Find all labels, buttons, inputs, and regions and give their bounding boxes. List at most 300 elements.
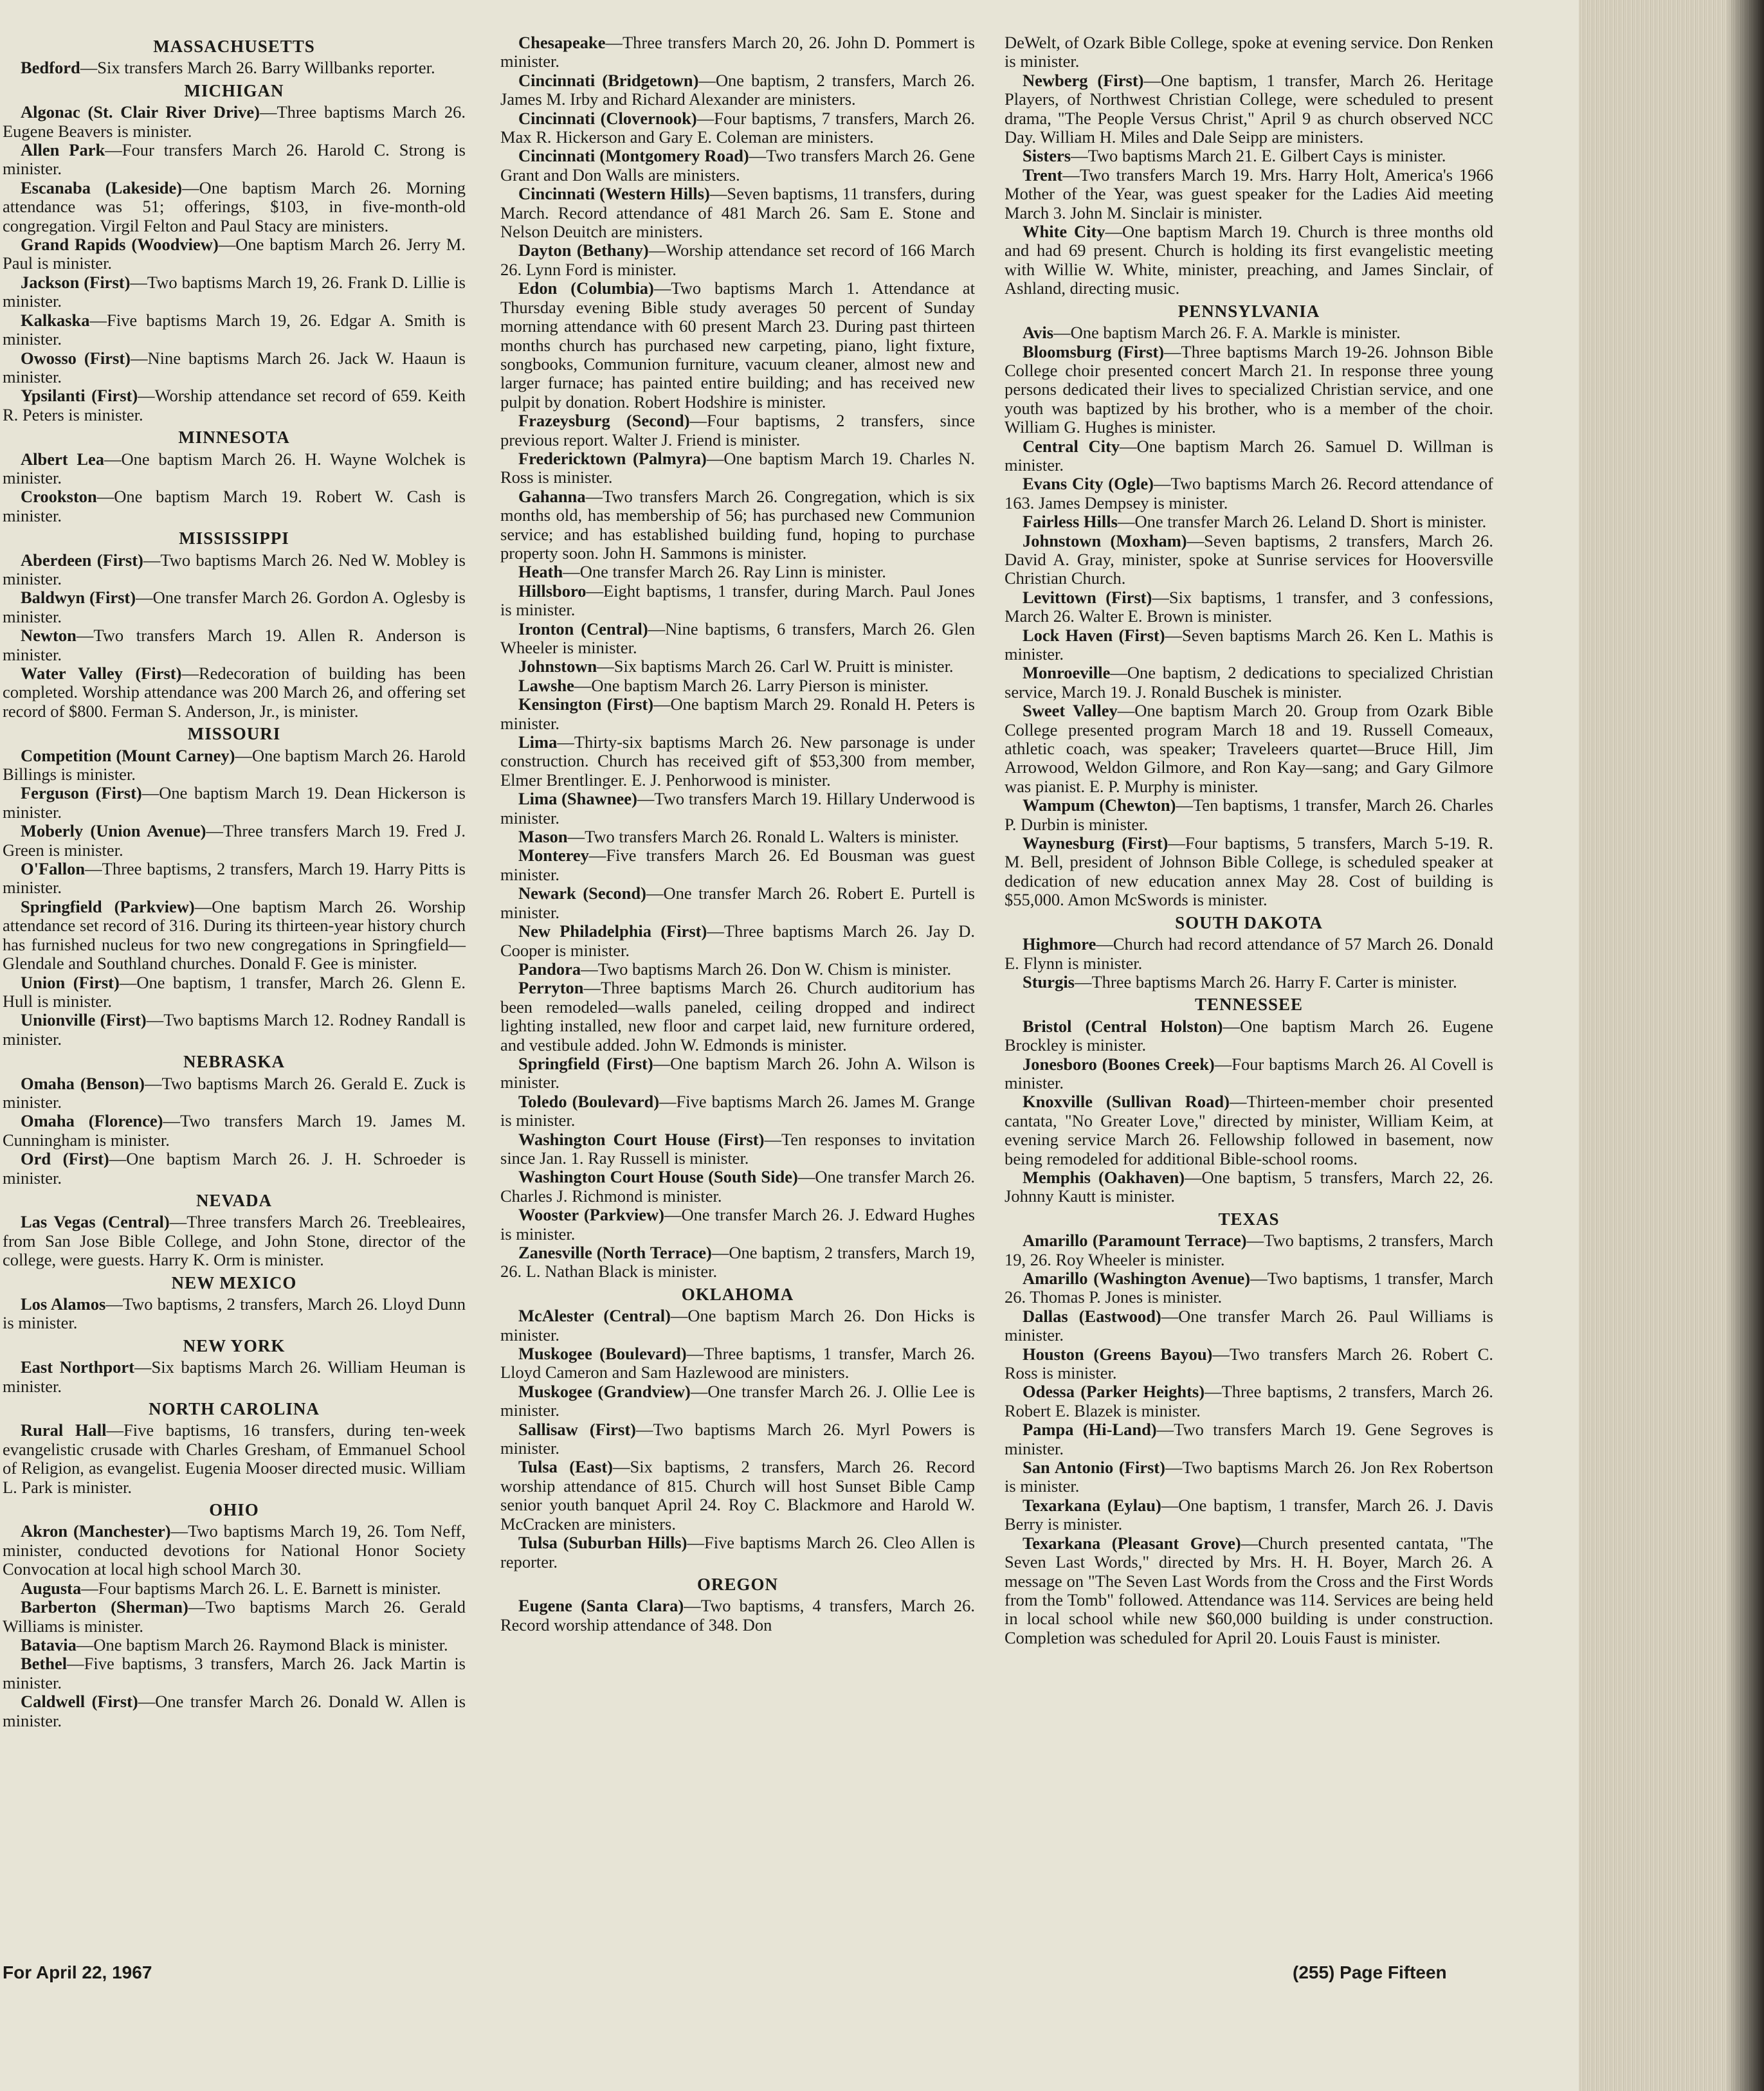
church-report-entry	[1005, 1017, 1493, 1055]
church-name: Levittown (First)	[1023, 587, 1152, 607]
entry-text: Five transfers March 26. Ed Bousman was guest minister.	[500, 846, 975, 884]
entry-dash: —	[1176, 795, 1193, 815]
church-report-entry	[1005, 1269, 1493, 1307]
entry-dash: —	[687, 1533, 704, 1553]
entry-dash: —	[1223, 1016, 1240, 1036]
entry-text: Seven baptisms March 26. Ken L. Mathis is minister.	[1005, 625, 1493, 664]
entry-dash: —	[138, 1692, 156, 1712]
church-name: Edon (Columbia)	[518, 278, 654, 298]
entry-text: One baptism March 26. H. Wayne Wolchek is minister.	[3, 449, 466, 487]
entry-dash: —	[1071, 146, 1088, 166]
church-name: Washington Court House (South Side)	[518, 1167, 798, 1187]
church-name: Los Alamos	[21, 1294, 106, 1314]
entry-dash: —	[1187, 530, 1205, 550]
entry-dash: —	[76, 626, 94, 646]
church-report-entry	[1005, 935, 1493, 973]
church-report-entry	[3, 1112, 466, 1150]
entry-text: Six baptisms, 2 transfers, March 26. Record worship attendance of 815. Church will host Sunset Bible Camp senior youth banquet April 24. Roy C. Blackmore and Harold W. McCracken are ministers.	[500, 1457, 975, 1534]
entry-text: Ten responses to invitation since Jan. 1. Ray Russell is minister.	[500, 1129, 975, 1168]
church-report-entry	[3, 59, 466, 77]
entry-text: Two baptisms March 1. Attendance at Thursday evening Bible study averages 50 percent of Sunday morning attendance with 60 present March 23. During past thirteen months church has purchased new carpeting, piano, light fixture, songbooks, Communion furniture, vacuum cleaner, almost new and larger furnace; has painted entire building; and has received new pulpit by donation. Robert Hodshire is minister.	[500, 278, 976, 412]
church-name: Omaha (Florence)	[21, 1111, 163, 1131]
entry-text: Ten baptisms, 1 transfer, March 26. Charles P. Durbin is minister.	[1005, 795, 1494, 834]
entry-dash: —	[141, 783, 159, 803]
church-report-entry	[500, 1168, 975, 1206]
entry-dash: —	[653, 1053, 671, 1073]
entry-text: Four baptisms March 26. Al Covell is minister.	[1005, 1054, 1494, 1092]
church-report-entry	[1005, 323, 1493, 342]
church-report-entry	[3, 664, 466, 721]
church-report-entry	[500, 828, 975, 846]
church-report-entry	[1005, 702, 1493, 796]
entry-text: Thirteen-member choir presented cantata, "No Greater Love," directed by minister, William Keim, at evening service March 26. Fellowship followed in basement, now being remodeled for additional Bible-school rooms.	[1005, 1092, 1493, 1168]
entry-dash: —	[163, 1111, 180, 1131]
church-name: Algonac (St. Clair River Drive)	[21, 102, 260, 122]
entry-dash: —	[1152, 587, 1169, 607]
entry-dash: —	[169, 1212, 187, 1232]
church-name: Lawshe	[518, 675, 574, 695]
entry-dash: —	[1156, 1420, 1174, 1440]
church-report-entry	[3, 973, 466, 1011]
church-name: Toledo (Boulevard)	[518, 1091, 660, 1111]
church-name: Knoxville (Sullivan Road)	[1023, 1092, 1230, 1112]
entry-dash: —	[235, 745, 252, 765]
church-report-entry	[3, 349, 466, 387]
entry-text: One transfer March 26. J. Ollie Lee is minister.	[500, 1381, 976, 1420]
church-report-entry	[500, 1597, 975, 1634]
entry-text: One transfer March 26. Ray Linn is minister.	[579, 562, 886, 582]
entry-dash: —	[105, 1294, 123, 1314]
church-name: Omaha (Benson)	[21, 1073, 145, 1093]
entry-dash: —	[563, 562, 580, 582]
church-name: Waynesburg (First)	[1023, 833, 1168, 853]
entry-dash: —	[136, 588, 153, 608]
church-report-entry	[1005, 1534, 1493, 1647]
church-name: Newark (Second)	[518, 883, 646, 903]
church-report-entry	[3, 1522, 466, 1579]
church-report-entry	[3, 235, 466, 273]
church-report-entry	[1005, 532, 1493, 588]
entry-dash: —	[1185, 1167, 1202, 1187]
entry-dash: —	[89, 310, 107, 330]
church-report-entry	[500, 1206, 975, 1244]
entry-dash: —	[130, 348, 148, 368]
church-name: Texarkana (Pleasant Grove)	[1023, 1533, 1241, 1553]
entry-dash: —	[749, 146, 767, 166]
church-name: Newberg (First)	[1023, 70, 1144, 90]
entry-dash: —	[706, 448, 724, 468]
entry-dash: —	[648, 619, 666, 638]
entry-text: Two transfers March 19. Hillary Underwood is minister.	[500, 789, 975, 828]
church-name: Washington Court House (First)	[518, 1129, 765, 1149]
entry-text: One baptism March 26. Don Hicks is minister.	[500, 1306, 975, 1344]
church-name: Kensington (First)	[518, 694, 654, 714]
church-report-entry	[1005, 1496, 1493, 1534]
entry-text: Two transfers March 26. Ronald L. Walters is minister.	[585, 827, 959, 847]
entry-text: Three baptisms, 1 transfer, March 26. Lloyd Cameron and Sam Hazlewood are ministers.	[500, 1344, 975, 1382]
church-report-entry	[1005, 475, 1493, 512]
church-report-entry	[1005, 166, 1493, 222]
church-report-entry	[3, 1011, 466, 1049]
entry-dash: —	[134, 1357, 152, 1377]
state-heading: OHIO	[209, 1500, 259, 1520]
church-name: San Antonio (First)	[1023, 1458, 1165, 1478]
entry-text: Two transfers March 26. Robert C. Ross is minister.	[1005, 1344, 1493, 1383]
entry-text: One baptism, 1 transfer, March 26. Glenn E. Hull is minister.	[3, 972, 466, 1011]
church-name: McAlester (Central)	[518, 1306, 671, 1326]
entry-text: One baptism, 1 transfer, March 26. J. Davis Berry is minister.	[1005, 1495, 1493, 1534]
church-report-entry	[3, 311, 466, 349]
entry-dash: —	[104, 449, 122, 469]
entry-dash: —	[605, 33, 623, 52]
entry-text: Two baptisms March 26. Jon Rex Robertson is minister.	[1005, 1458, 1493, 1496]
church-report-entry	[1005, 1345, 1493, 1383]
entry-dash: —	[85, 859, 102, 879]
church-name: Perryton	[518, 978, 584, 998]
church-name: Ord (First)	[21, 1149, 109, 1169]
church-name: O'Fallon	[21, 859, 86, 879]
church-name: Ypsilanti (First)	[21, 386, 138, 406]
entry-text: Seven baptisms, 2 transfers, March 26. David A. Gray, minister, spoke at Sunrise services for Hooversville Christian Church.	[1005, 530, 1493, 588]
entry-dash: —	[690, 1381, 708, 1401]
church-report-entry	[1005, 1092, 1493, 1168]
church-name: Akron (Manchester)	[21, 1521, 171, 1541]
entry-dash: —	[1120, 436, 1137, 456]
church-name: Wampum (Chewton)	[1023, 795, 1176, 815]
church-report-entry	[3, 273, 466, 311]
entry-dash: —	[764, 1129, 781, 1149]
church-report-entry	[500, 487, 975, 563]
entry-text: One baptism March 29. Ronald H. Peters is minister.	[500, 694, 975, 733]
entry-text: Two baptisms March 19, 26. Tom Neff, minister, conducted devotions for National Honor Society Convocation at local high school March 30.	[3, 1521, 466, 1579]
entry-text: One baptism March 26. Raymond Black is minister.	[93, 1634, 448, 1654]
entry-text: Seven baptisms, 11 transfers, during March. Record attendance of 481 March 26. Sam E. Stone and Nelson Deuitch are ministers.	[500, 184, 975, 242]
entry-dash: —	[1062, 165, 1080, 185]
entry-dash: —	[1117, 701, 1135, 721]
entry-dash: —	[597, 656, 614, 676]
church-name: Barberton (Sherman)	[21, 1597, 188, 1617]
church-report-entry	[500, 582, 975, 620]
entry-text: Five baptisms, 3 transfers, March 26. Jack Martin is minister.	[3, 1654, 466, 1692]
church-report-entry	[1005, 437, 1493, 475]
entry-dash: —	[1143, 70, 1161, 90]
church-name: Moberly (Union Avenue)	[21, 821, 206, 841]
church-report-entry	[500, 676, 975, 695]
state-heading: NORTH CAROLINA	[149, 1399, 320, 1419]
church-report-entry	[500, 960, 975, 979]
church-report-entry	[1005, 626, 1493, 664]
church-name: Jackson (First)	[21, 272, 131, 292]
entry-text: One transfer March 26. Leland D. Short is minister.	[1134, 512, 1487, 532]
church-name: Escanaba (Lakeside)	[21, 177, 183, 197]
entry-text: Church had record attendance of 57 March 26. Donald E. Flynn is minister.	[1005, 934, 1493, 973]
church-report-entry	[500, 695, 975, 733]
church-report-entry	[1005, 71, 1493, 147]
entry-text: Two baptisms March 26. Ned W. Mobley is minister.	[3, 550, 466, 588]
entry-dash: —	[188, 1597, 206, 1617]
church-report-entry	[500, 71, 975, 109]
church-name: White City	[1023, 222, 1105, 242]
entry-text: Six transfers March 26. Barry Willbanks reporter.	[97, 58, 435, 78]
entry-dash: —	[105, 140, 122, 160]
state-heading: MISSISSIPPI	[179, 529, 289, 548]
entry-dash: —	[670, 1306, 688, 1326]
entry-dash: —	[696, 108, 714, 128]
church-report-entry	[500, 1244, 975, 1281]
book-page-edges	[1579, 0, 1764, 2091]
state-heading: PENNSYLVANIA	[1178, 301, 1320, 321]
entry-dash: —	[1214, 1054, 1232, 1074]
entry-dash: —	[218, 235, 236, 255]
entry-text: One baptism March 19. Robert W. Cash is minister.	[3, 487, 466, 525]
church-report-entry	[3, 1295, 466, 1333]
entry-text: One baptism March 26. Larry Pierson is minister.	[591, 675, 929, 695]
entry-text: One baptism March 26. Eugene Brockley is minister.	[1005, 1016, 1494, 1055]
church-report-entry	[500, 657, 975, 676]
church-report-entry	[500, 1534, 975, 1571]
entry-text: One baptism March 20. Group from Ozark Bible College presented program March 18 and 19. Russell Comeaux, athletic coach, was speaker; Traveleers quartet—Bruce Hill, Jim Arrowood, Weldon Gilmore, and Ron Kay—sang; and Gary Gilmore was pianist. E. P. Murphy is minister.	[1005, 701, 1493, 796]
entry-dash: —	[170, 1521, 188, 1541]
church-report-entry	[500, 733, 975, 790]
entry-dash: —	[76, 1634, 94, 1654]
entry-dash: —	[81, 1578, 98, 1598]
church-report-entry	[500, 449, 975, 487]
entry-dash: —	[637, 789, 655, 809]
entry-dash: —	[106, 1420, 124, 1440]
entry-text: Four baptisms, 5 transfers, March 5-19. R. M. Bell, president of Johnson Bible College, is scheduled speaker at dedication of new education annex May 28. Cost of building is $55,000. Amon McSwords is minister.	[1005, 833, 1494, 910]
entry-text: Church presented cantata, "The Seven Last Words," directed by Mrs. H. H. Boyer, March 26. A message on "The Seven Last Words from the Cross and the First Words from the Tomb" followed. Attendance was 114. Services are being held in local school while new $60,000 building is under construction. Completion was scheduled for April 20. Louis Faust is minister.	[1005, 1533, 1493, 1647]
church-report-entry	[500, 884, 975, 922]
entry-dash: —	[1153, 474, 1171, 494]
footer-page-number: (255) Page Fifteen	[1293, 1962, 1447, 1982]
church-name: Springfield (First)	[518, 1053, 653, 1073]
entry-text: Three baptisms March 26. Church auditorium has been remodeled—walls paneled, ceiling dropped and indirect lighting installed, new floor and carpet laid, new furniture ordered, and vestibule added. John W. Edmonds is minister.	[500, 978, 975, 1055]
church-report-entry	[1005, 1382, 1493, 1420]
church-name: Lima (Shawnee)	[518, 789, 637, 809]
church-report-entry	[3, 784, 466, 822]
church-report-entry	[500, 790, 975, 828]
entry-text: DeWelt, of Ozark Bible College, spoke at evening service. Don Renken is minister.	[1005, 33, 1493, 71]
entry-text: Thirty-six baptisms March 26. New parsonage is under construction. Church has received gift of $53,300 from member, Elmer Brentlinger. E. J. Penhorwood is minister.	[500, 732, 975, 790]
entry-text: Two transfers March 19. Allen R. Anderson is minister.	[3, 626, 466, 664]
church-name: Monroeville	[1023, 663, 1111, 683]
entry-text: Two baptisms March 26. Myrl Powers is minister.	[500, 1419, 976, 1458]
entry-dash: —	[581, 959, 598, 979]
church-name: Crookston	[21, 487, 97, 507]
church-report-entry	[1005, 834, 1493, 910]
church-name: Texarkana (Eylau)	[1023, 1495, 1161, 1515]
church-name: Owosso (First)	[21, 348, 131, 368]
entry-dash: —	[686, 1344, 704, 1364]
entry-text: Nine baptisms March 26. Jack W. Haaun is minister.	[3, 348, 466, 386]
entry-dash: —	[206, 821, 223, 841]
entry-text: Three transfers March 26. Treebleaires, from San Jose Bible College, and John Stone, director of the college, were guests. Harry K. Orm is minister.	[3, 1212, 466, 1270]
church-name: Jonesboro (Boones Creek)	[1023, 1054, 1215, 1074]
entry-dash: —	[709, 184, 727, 204]
church-report-entry	[1005, 1168, 1493, 1206]
church-report-entry	[3, 1692, 466, 1730]
church-report-entry	[3, 898, 466, 973]
church-report-entry	[3, 1213, 466, 1269]
entry-dash: —	[689, 411, 707, 431]
entry-text: Three baptisms March 19-26. Johnson Bible College choir presented concert March 21. In response three young persons dedicated their lives to specialized Christian service, and one youth was baptized by his brother, who is a member of the choir. William G. Hughes is minister.	[1005, 341, 1493, 437]
church-report-entry	[500, 147, 975, 185]
entry-text: One transfer March 26. J. Edward Hughes is minister.	[500, 1205, 975, 1244]
church-report-entry	[500, 620, 975, 658]
entry-text: Two baptisms March 12. Rodney Randall is minister.	[3, 1010, 466, 1049]
church-name: Lima	[518, 732, 558, 752]
church-report-entry	[1005, 147, 1493, 165]
state-heading: MICHIGAN	[184, 80, 284, 100]
church-name: Highmore	[1023, 934, 1096, 954]
church-report-entry	[3, 1654, 466, 1692]
entry-text: Six baptisms March 26. William Heuman is minister.	[3, 1357, 466, 1396]
church-name: Tulsa (Suburban Hills)	[518, 1533, 687, 1553]
state-heading: NEVADA	[195, 1190, 273, 1210]
entry-text: Nine baptisms, 6 transfers, March 26. Glen Wheeler is minister.	[500, 619, 975, 657]
church-name: Amarillo (Paramount Terrace)	[1023, 1231, 1247, 1251]
church-name: Gahanna	[518, 486, 586, 506]
church-name: Allen Park	[21, 140, 105, 160]
church-name: Avis	[1023, 323, 1054, 343]
church-name: Monterey	[518, 846, 589, 865]
church-name: Rural Hall	[21, 1420, 107, 1440]
church-report-entry	[3, 179, 466, 235]
church-name: Amarillo (Washington Avenue)	[1023, 1269, 1251, 1288]
entry-dash: —	[259, 102, 277, 122]
entry-text: One baptism, 2 transfers, March 26. James M. Irby and Richard Alexander are ministers.	[500, 70, 975, 109]
state-heading: OKLAHOMA	[681, 1284, 794, 1304]
entry-text: Redecoration of building has been completed. Worship attendance was 200 March 26, and offering set record of $800. Ferman S. Anderson, Jr., is minister.	[3, 664, 466, 721]
church-report-entry	[500, 846, 975, 884]
church-name: Water Valley (First)	[21, 664, 182, 683]
church-report-entry	[1005, 1231, 1493, 1269]
church-name: Newton	[21, 626, 77, 646]
church-report-entry	[500, 412, 975, 449]
church-name: Fredericktown (Palmyra)	[518, 448, 707, 468]
state-heading: NEW YORK	[183, 1335, 286, 1355]
entry-text: One baptism March 19. Dean Hickerson is minister.	[3, 783, 466, 822]
entry-text: One transfer March 26. Donald W. Allen is minister.	[3, 1692, 466, 1730]
entry-text: One baptism, 5 transfers, March 22, 26. Johnny Kautt is minister.	[1005, 1167, 1493, 1206]
church-name: East Northport	[21, 1357, 134, 1377]
church-report-entry	[3, 1636, 466, 1654]
church-report-entry	[1005, 973, 1493, 991]
entry-text: One baptism, 1 transfer, March 26. Heritage Players, of Northwest Christian College, were scheduled to present drama, "The People Versus Christ," April 9 as church observed NCC Day. William H. Miles and Dale Seipp are ministers.	[1005, 70, 1493, 147]
church-name: Bloomsburg (First)	[1023, 341, 1165, 361]
church-name: Caldwell (First)	[21, 1692, 138, 1712]
entry-dash: —	[613, 1457, 630, 1477]
entry-text: Three baptisms, 2 transfers, March 19. Harry Pitts is minister.	[3, 859, 466, 898]
church-name: Frazeysburg (Second)	[518, 411, 690, 431]
entry-text: One baptism March 19. Church is three months old and had 69 present. Church is holding its first evangelistic meeting with Willie W. White, minister, preaching, and James Sinclair, of Ashland, directing music.	[1005, 222, 1493, 298]
church-report-entry	[500, 279, 975, 412]
entry-text: Six baptisms March 26. Carl W. Pruitt is minister.	[614, 656, 954, 676]
entry-text: Five baptisms March 19, 26. Edgar A. Smith is minister.	[3, 310, 466, 349]
church-name: Sturgis	[1023, 972, 1075, 991]
church-report-entry	[3, 588, 466, 626]
church-name: Johnstown (Moxham)	[1023, 530, 1187, 550]
state-heading: NEW MEXICO	[171, 1272, 297, 1292]
church-name: Mason	[518, 827, 568, 847]
entry-text: One baptism, 2 transfers, March 19, 26. L. Nathan Black is minister.	[500, 1243, 975, 1281]
church-report-entry	[3, 551, 466, 589]
church-name: Baldwyn (First)	[21, 588, 136, 608]
entry-text: One baptism March 26. Worship attendance set record of 316. During its thirteen-year history church has furnished nucleus for two new congregations in Springfield—Glendale and Southland churches. Donald F. Gee is minister.	[3, 896, 466, 973]
entry-text: One baptism March 26. Harold Billings is minister.	[3, 745, 466, 784]
entry-dash: —	[653, 278, 671, 298]
entry-text: Two baptisms March 26. Gerald E. Zuck is minister.	[3, 1073, 466, 1112]
church-name: Cincinnati (Clovernook)	[518, 108, 697, 128]
entry-dash: —	[1110, 663, 1127, 683]
church-name: Hillsboro	[518, 581, 586, 601]
church-report-entry	[500, 33, 975, 71]
state-heading: NEBRASKA	[183, 1052, 286, 1072]
state-heading: TEXAS	[1218, 1209, 1280, 1229]
state-heading: MISSOURI	[187, 724, 281, 744]
entry-dash: —	[659, 1091, 677, 1111]
entry-dash: —	[1161, 1495, 1179, 1515]
entry-dash: —	[1117, 512, 1135, 532]
church-report-entry	[3, 1421, 466, 1497]
entry-text: Two transfers March 26. Gene Grant and Don Walls are ministers.	[500, 146, 975, 185]
church-name: Johnstown	[518, 656, 597, 676]
church-name: Grand Rapids (Woodview)	[21, 235, 219, 255]
entry-dash: —	[586, 581, 604, 601]
church-name: Sweet Valley	[1023, 701, 1118, 721]
entry-dash: —	[797, 1167, 815, 1187]
entry-dash: —	[653, 694, 671, 714]
entry-text: Two baptisms, 2 transfers, March 19, 26. Roy Wheeler is minister.	[1005, 1231, 1493, 1269]
church-name: Ironton (Central)	[518, 619, 648, 638]
entry-text: Worship attendance set record of 166 March 26. Lynn Ford is minister.	[500, 240, 975, 279]
church-report-entry	[500, 1382, 975, 1420]
entry-dash: —	[567, 827, 585, 847]
entry-text: Two transfers March 19. Gene Segroves is minister.	[1005, 1420, 1494, 1458]
entry-text: Two baptisms, 2 transfers, March 26. Lloyd Dunn is minister.	[3, 1294, 466, 1333]
church-report-entry	[3, 487, 466, 525]
state-heading: SOUTH DAKOTA	[1175, 912, 1323, 932]
church-report-entry	[500, 1055, 975, 1092]
entry-dash: —	[646, 883, 664, 903]
entry-text: Five baptisms March 26. James M. Grange is minister.	[500, 1091, 975, 1130]
church-report-entry	[500, 1420, 975, 1458]
church-name: Ferguson (First)	[21, 783, 142, 803]
church-name: Aberdeen (First)	[21, 550, 143, 570]
church-name: Sallisaw (First)	[518, 1419, 636, 1439]
entry-dash: —	[635, 1419, 653, 1439]
entry-text: Worship attendance set record of 659. Keith R. Peters is minister.	[3, 386, 466, 424]
entry-dash: —	[1246, 1231, 1264, 1251]
church-name: Tulsa (East)	[518, 1457, 614, 1477]
entry-text: Six baptisms, 1 transfer, and 3 confessions, March 26. Walter E. Brown is minister.	[1005, 587, 1493, 626]
church-name: Springfield (Parkview)	[21, 896, 195, 916]
church-report-entry	[3, 1074, 466, 1112]
entry-text: Four transfers March 26. Harold C. Strong is minister.	[3, 140, 466, 179]
church-name: Central City	[1023, 436, 1120, 456]
entry-dash: —	[1241, 1533, 1259, 1553]
entry-dash: —	[1161, 1306, 1179, 1326]
entry-dash: —	[182, 177, 199, 197]
entry-text: Two baptisms March 26. Gerald Williams is minister.	[3, 1597, 466, 1636]
entry-dash: —	[194, 896, 212, 916]
church-name: Las Vegas (Central)	[21, 1212, 170, 1232]
entry-text: Two baptisms March 21. E. Gilbert Cays is minister.	[1087, 146, 1446, 166]
state-heading: OREGON	[696, 1574, 778, 1594]
entry-dash: —	[1168, 833, 1185, 853]
church-name: Houston (Greens Bayou)	[1023, 1344, 1213, 1364]
entry-text: Three baptisms, 2 transfers, March 26. Robert E. Blazek is minister.	[1005, 1382, 1493, 1420]
